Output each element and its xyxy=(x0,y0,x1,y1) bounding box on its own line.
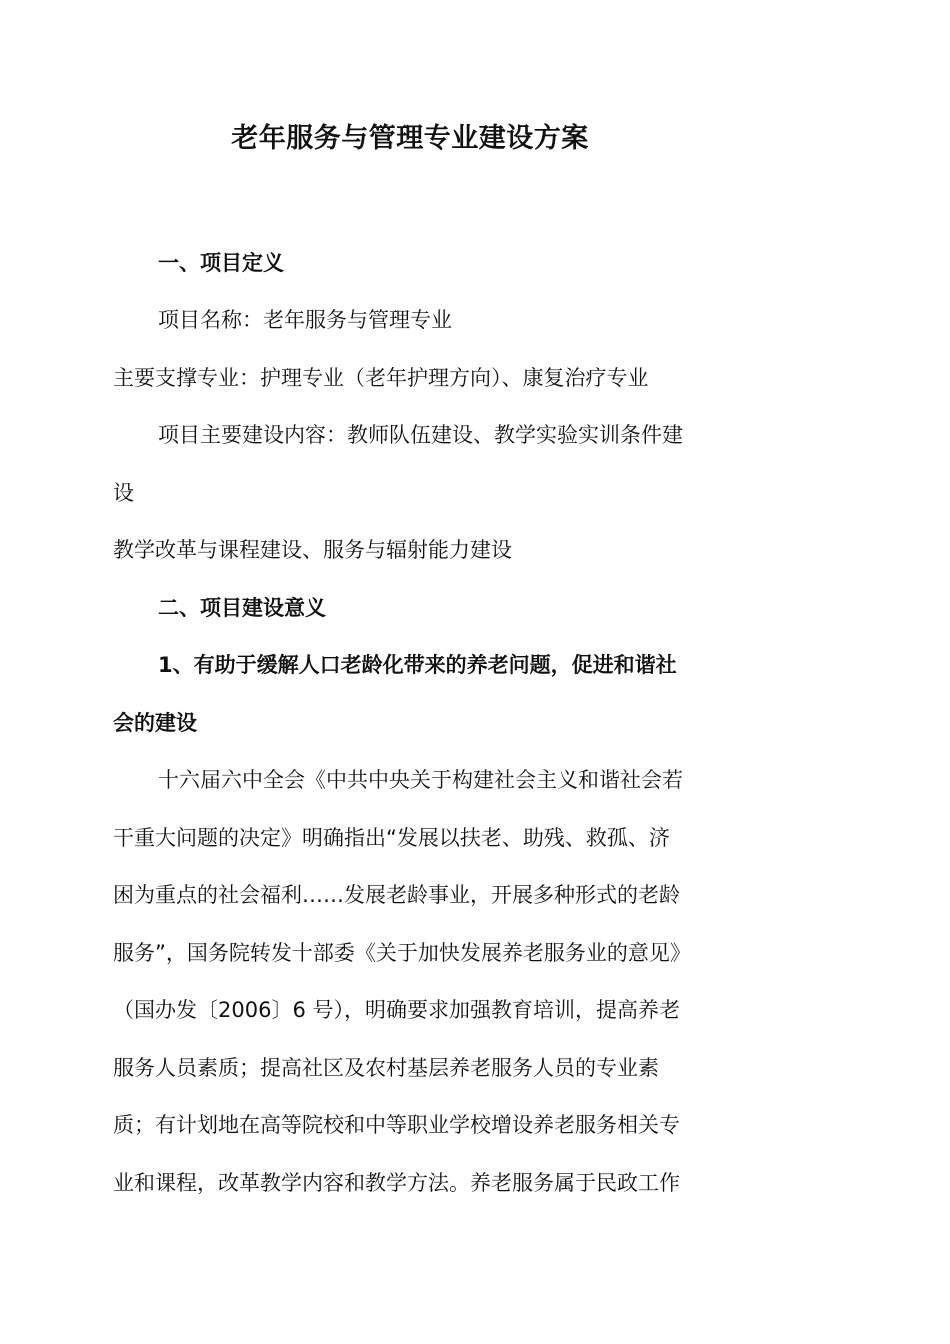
paragraph-line: 十六届六中全会《中共中央关于构建社会主义和谐社会若 xyxy=(158,768,683,792)
construction-content-continued: 设 xyxy=(113,481,134,505)
paragraph-line: 服务人员素质；提高社区及农村基层养老服务人员的专业素 xyxy=(113,1056,659,1080)
section-heading-1: 一、项目定义 xyxy=(158,251,284,275)
paragraph-line: 困为重点的社会福利……发展老龄事业，开展多种形式的老龄 xyxy=(113,883,680,907)
section-heading-2: 二、项目建设意义 xyxy=(158,596,326,620)
document-title: 老年服务与管理专业建设方案 xyxy=(231,123,589,154)
paragraph-line: 质；有计划地在高等院校和中等职业学校增设养老服务相关专 xyxy=(113,1113,680,1137)
paragraph-line: （国办发〔2006〕6 号），明确要求加强教育培训，提高养老 xyxy=(113,998,680,1022)
paragraph-line: 业和课程，改革教学内容和教学方法。养老服务属于民政工作 xyxy=(113,1171,680,1195)
paragraph-line: 服务”，国务院转发十部委《关于加快发展养老服务业的意见》 xyxy=(113,941,691,965)
paragraph-line: 干重大问题的决定》明确指出“发展以扶老、助残、救孤、济 xyxy=(113,826,670,850)
subheading-1: 1、有助于缓解人口老龄化带来的养老问题，促进和谐社 xyxy=(158,653,677,677)
supporting-majors-line: 主要支撑专业：护理专业（老年护理方向）、康复治疗专业 xyxy=(113,366,649,390)
construction-content-line-2: 教学改革与课程建设、服务与辐射能力建设 xyxy=(113,538,512,562)
subheading-1-continued: 会的建设 xyxy=(113,711,197,735)
construction-content-line: 项目主要建设内容：教师队伍建设、教学实验实训条件建 xyxy=(158,423,683,447)
project-name-line: 项目名称：老年服务与管理专业 xyxy=(158,308,452,332)
